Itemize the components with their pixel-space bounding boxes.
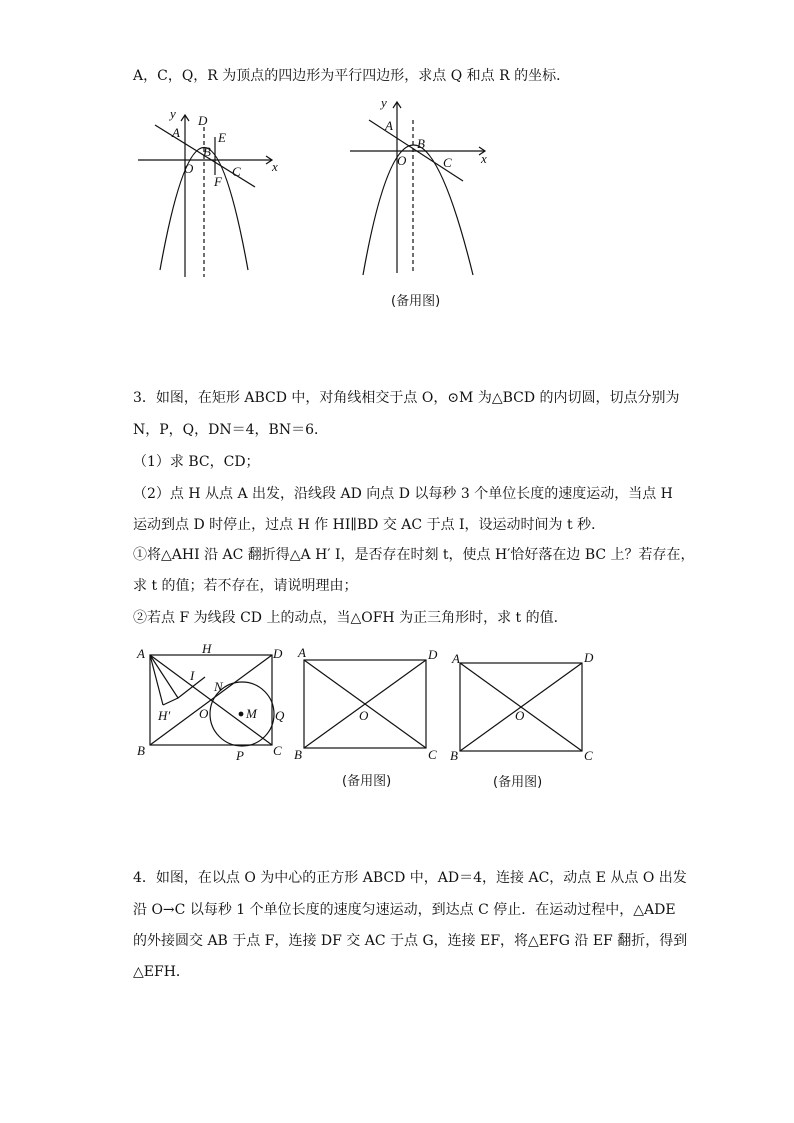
label-I: I <box>190 668 195 683</box>
label-D: D <box>584 650 594 665</box>
label-O: O <box>199 706 209 721</box>
q4-line4: △EFH． <box>133 964 190 980</box>
q3-line3: （1）求 BC，CD； <box>133 454 260 470</box>
label-x: x <box>481 151 487 166</box>
q3-line4: （2）点 H 从点 A 出发，沿线段 AD 向点 D 以每秒 3 个单位长度的速度运动，当点 H <box>133 486 673 502</box>
caption: (备用图) <box>391 294 441 309</box>
label-C: C <box>428 747 437 762</box>
label-y: y <box>170 106 176 121</box>
label-C: C <box>443 155 452 170</box>
q3-line8: ②若点 F 为线段 CD 上的动点，当△OFH 为正三角形时，求 t 的值． <box>133 610 568 626</box>
label-O: O <box>184 161 194 176</box>
q3-line6: ①将△AHI 沿 AC 翻折得△A H′ I，是否存在时刻 t，使点 H′恰好落在边 BC 上？若存在， <box>133 547 695 563</box>
q4-line1: 4．如图，在以点 O 为中心的正方形 ABCD 中，AD＝4，连接 AC，动点 E 从点 O 出发 <box>133 870 687 886</box>
label-E: E <box>218 130 226 145</box>
label-F: F <box>214 174 222 189</box>
q4-line3: 的外接圆交 AB 于点 F，连接 DF 交 AC 于点 G，连接 EF，将△EFG 沿 EF 翻折，得到 <box>133 933 688 949</box>
caption: (备用图) <box>342 774 392 789</box>
caption: (备用图) <box>493 775 543 790</box>
label-B: B <box>450 748 458 763</box>
label-N: N <box>214 679 223 694</box>
label-D: D <box>198 113 208 128</box>
label-A: A <box>137 646 145 661</box>
label-A: A <box>298 645 306 660</box>
parabola-figure-left <box>130 105 290 285</box>
label-B: B <box>294 747 302 762</box>
label-y: y <box>381 95 387 110</box>
label-B: B <box>417 136 425 151</box>
label-O: O <box>397 153 407 168</box>
label-O: O <box>515 708 525 723</box>
rectangle-figure-spare-1 <box>292 645 452 795</box>
label-P: P <box>236 748 244 763</box>
label-A: A <box>452 651 460 666</box>
q3-line2: N，P，Q，DN＝4，BN＝6． <box>133 422 328 438</box>
label-D: D <box>273 646 283 661</box>
label-Q: Q <box>275 708 285 723</box>
label-A: A <box>385 118 393 133</box>
q3-line1: 3．如图，在矩形 ABCD 中，对角线相交于点 O，⊙M 为△BCD 的内切圆，切点分别为 <box>133 390 680 406</box>
label-x: x <box>272 159 278 174</box>
q2-tail-text: A，C，Q，R 为顶点的四边形为平行四边形，求点 Q 和点 R 的坐标． <box>133 68 571 84</box>
label-O: O <box>359 708 369 723</box>
rectangle-figure-spare-2 <box>448 648 608 798</box>
label-H-prime: H′ <box>158 708 171 723</box>
label-C: C <box>273 743 282 758</box>
rectangle-figure-main <box>130 640 295 770</box>
parabola-figure-right <box>345 95 505 315</box>
label-D: D <box>428 647 438 662</box>
label-B: B <box>203 144 211 159</box>
label-B: B <box>137 743 145 758</box>
q3-line5: 运动到点 D 时停止，过点 H 作 HI∥BD 交 AC 于点 I，设运动时间为 t 秒． <box>133 517 606 533</box>
label-M: M <box>246 706 257 721</box>
label-C: C <box>584 748 593 763</box>
q4-line2: 沿 O→C 以每秒 1 个单位长度的速度匀速运动，到达点 C 停止．在运动过程中，△ADE <box>133 902 676 918</box>
label-H: H <box>202 641 212 656</box>
q3-line7: 求 t 的值；若不存在，请说明理由； <box>133 578 358 594</box>
label-A: A <box>172 125 180 140</box>
label-C: C <box>232 164 241 179</box>
